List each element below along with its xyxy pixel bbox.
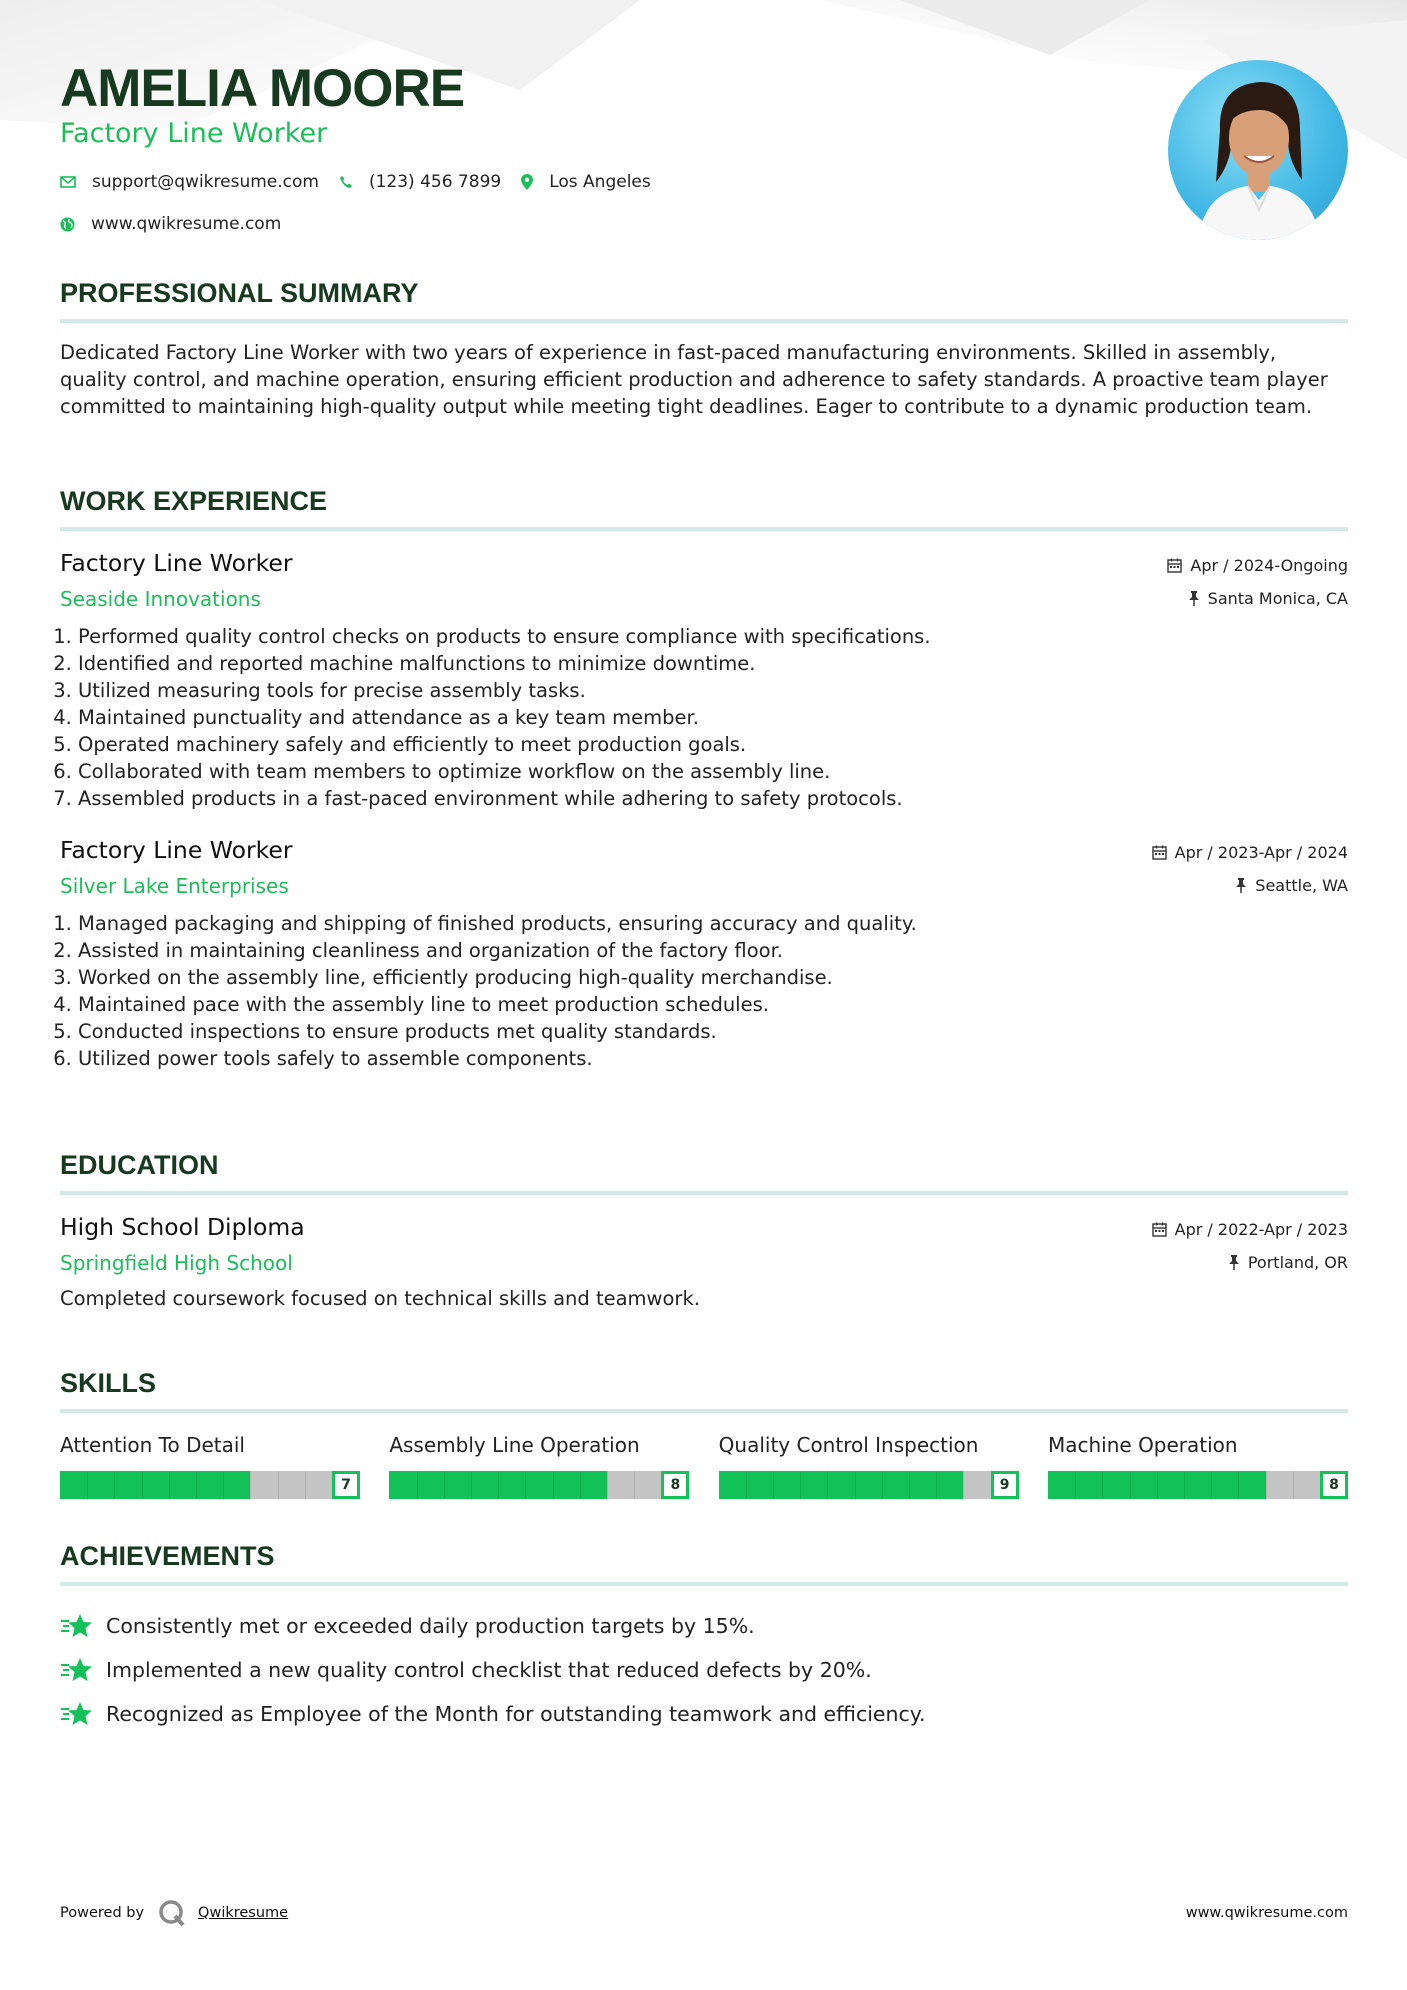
candidate-name: AMELIA MOORE bbox=[60, 59, 465, 118]
skill-segment-divider bbox=[634, 1471, 635, 1499]
section-heading: SKILLS bbox=[60, 1368, 1348, 1413]
phone-text: (123) 456 7899 bbox=[368, 172, 502, 192]
skill-segment-divider bbox=[607, 1471, 608, 1499]
skill-item bbox=[389, 1433, 689, 1499]
education-section bbox=[60, 1150, 1348, 1310]
job-bullets bbox=[60, 623, 1348, 812]
skill-level-bar bbox=[389, 1471, 689, 1499]
bullet-item: 6. Collaborated with team members to optimize workflow on the assembly line. bbox=[78, 758, 1348, 785]
bullet-item: 3. Worked on the assembly line, efficiently producing high-quality merchandise. bbox=[78, 964, 1348, 991]
section-heading: PROFESSIONAL SUMMARY bbox=[60, 278, 1348, 323]
skill-segment-divider bbox=[1130, 1471, 1131, 1499]
qwikresume-link[interactable]: Qwikresume bbox=[198, 1905, 289, 1921]
skill-level-badge: 8 bbox=[661, 1471, 689, 1499]
job-title: Factory Line Worker bbox=[60, 836, 293, 864]
job-entry bbox=[60, 836, 1348, 1072]
contact-phone[interactable] bbox=[339, 172, 501, 192]
education-meta bbox=[1152, 1219, 1348, 1272]
skill-segment-divider bbox=[553, 1471, 554, 1499]
education-entry bbox=[60, 1213, 1348, 1310]
skill-level-fill bbox=[719, 1471, 964, 1499]
qwikresume-logo-icon bbox=[158, 1899, 186, 1927]
skill-segment-divider bbox=[114, 1471, 115, 1499]
skill-segment-divider bbox=[773, 1471, 774, 1499]
education-location-text: Portland, OR bbox=[1247, 1252, 1348, 1272]
pushpin-icon bbox=[1235, 878, 1247, 893]
website-text: www.qwikresume.com bbox=[91, 214, 282, 234]
skill-segment-divider bbox=[196, 1471, 197, 1499]
bullet-item: 7. Assembled products in a fast-paced environment while adhering to safety protocols. bbox=[78, 785, 1348, 812]
contact-email[interactable] bbox=[60, 172, 319, 192]
achievement-text: Implemented a new quality control checklist that reduced defects by 20%. bbox=[106, 1658, 872, 1682]
page-footer bbox=[60, 1898, 1348, 1928]
pushpin-icon bbox=[1188, 591, 1200, 606]
job-meta bbox=[1152, 842, 1348, 895]
contact-row-website bbox=[60, 214, 301, 234]
job-meta bbox=[1167, 555, 1348, 608]
skill-segment-divider bbox=[87, 1471, 88, 1499]
skill-segment-divider bbox=[1184, 1471, 1185, 1499]
job-company: Seaside Innovations bbox=[60, 587, 261, 611]
achievement-text: Recognized as Employee of the Month for outstanding teamwork and efficiency. bbox=[106, 1702, 926, 1726]
skill-segment-divider bbox=[250, 1471, 251, 1499]
achievement-item bbox=[60, 1648, 1348, 1692]
footer-website[interactable]: www.qwikresume.com bbox=[1185, 1905, 1348, 1921]
section-heading: ACHIEVEMENTS bbox=[60, 1541, 1348, 1586]
skill-segment-divider bbox=[169, 1471, 170, 1499]
skill-segment-divider bbox=[1238, 1471, 1239, 1499]
email-text: support@qwikresume.com bbox=[92, 172, 319, 192]
pushpin-icon bbox=[1228, 1255, 1240, 1270]
location-text: Los Angeles bbox=[549, 172, 651, 192]
bullet-item: 1. Managed packaging and shipping of finished products, ensuring accuracy and quality. bbox=[78, 910, 1348, 937]
skill-segment-divider bbox=[444, 1471, 445, 1499]
job-entry bbox=[60, 549, 1348, 812]
job-dates bbox=[1167, 555, 1348, 575]
skills-section bbox=[60, 1368, 1348, 1499]
powered-by bbox=[60, 1898, 288, 1928]
job-location-text: Seattle, WA bbox=[1255, 875, 1348, 895]
skill-segment-divider bbox=[909, 1471, 910, 1499]
degree-title: High School Diploma bbox=[60, 1213, 305, 1241]
job-location bbox=[1167, 588, 1348, 608]
skill-item bbox=[719, 1433, 1019, 1499]
achievements-section bbox=[60, 1541, 1348, 1736]
summary-text: Dedicated Factory Line Worker with two years of experience in fast-paced manufacturing environments. Skilled in assembly, quality control, and machine operation, ensuring efficient production and adherence to safety standards. A proactive team player committed to maintaining high-quality output while meeting tight deadlines. Eager to contribute to a dynamic production team. bbox=[60, 341, 1328, 418]
skill-level-badge: 9 bbox=[991, 1471, 1019, 1499]
phone-icon bbox=[339, 175, 353, 189]
achievements-list bbox=[60, 1604, 1348, 1736]
bullet-item: 4. Maintained pace with the assembly line to meet production schedules. bbox=[78, 991, 1348, 1018]
job-location-text: Santa Monica, CA bbox=[1207, 588, 1348, 608]
bullet-item: 1. Performed quality control checks on products to ensure compliance with specifications. bbox=[78, 623, 1348, 650]
contact-website[interactable] bbox=[60, 214, 281, 234]
skill-segment-divider bbox=[746, 1471, 747, 1499]
contact-location bbox=[521, 172, 651, 192]
skill-segment-divider bbox=[1157, 1471, 1158, 1499]
skill-segment-divider bbox=[882, 1471, 883, 1499]
skill-level-badge: 8 bbox=[1320, 1471, 1348, 1499]
skill-segment-divider bbox=[1266, 1471, 1267, 1499]
calendar-icon bbox=[1167, 558, 1182, 573]
skills-grid bbox=[60, 1433, 1348, 1499]
education-location bbox=[1152, 1252, 1348, 1272]
globe-icon bbox=[60, 217, 75, 232]
skill-segment-divider bbox=[1211, 1471, 1212, 1499]
skill-name: Attention To Detail bbox=[60, 1433, 245, 1457]
skill-segment-divider bbox=[278, 1471, 279, 1499]
education-description: Completed coursework focused on technical skills and teamwork. bbox=[60, 1287, 700, 1310]
resume-header bbox=[60, 0, 1348, 260]
skill-item bbox=[60, 1433, 360, 1499]
skill-name: Machine Operation bbox=[1047, 1433, 1238, 1457]
education-dates bbox=[1152, 1219, 1348, 1239]
skill-segment-divider bbox=[827, 1471, 828, 1499]
skill-segment-divider bbox=[223, 1471, 224, 1499]
school-name: Springfield High School bbox=[60, 1251, 293, 1275]
skill-segment-divider bbox=[498, 1471, 499, 1499]
skill-name: Assembly Line Operation bbox=[389, 1433, 640, 1457]
bullet-item: 5. Operated machinery safely and efficiently to meet production goals. bbox=[78, 731, 1348, 758]
skill-segment-divider bbox=[417, 1471, 418, 1499]
skill-level-fill bbox=[60, 1471, 250, 1499]
skill-segment-divider bbox=[142, 1471, 143, 1499]
contact-row bbox=[60, 172, 671, 192]
skill-segment-divider bbox=[471, 1471, 472, 1499]
professional-summary-section bbox=[60, 278, 1348, 420]
profile-photo bbox=[1168, 60, 1348, 240]
job-bullets bbox=[60, 910, 1348, 1072]
job-dates-text: Apr / 2023-Apr / 2024 bbox=[1174, 842, 1348, 862]
star-achievement-icon bbox=[60, 1613, 92, 1639]
skill-item bbox=[1048, 1433, 1348, 1499]
section-heading: WORK EXPERIENCE bbox=[60, 486, 1348, 531]
calendar-icon bbox=[1152, 1222, 1167, 1237]
skill-segment-divider bbox=[936, 1471, 937, 1499]
education-dates-text: Apr / 2022-Apr / 2023 bbox=[1174, 1219, 1348, 1239]
skill-segment-divider bbox=[1102, 1471, 1103, 1499]
skill-level-badge: 7 bbox=[332, 1471, 360, 1499]
bullet-item: 5. Conducted inspections to ensure products met quality standards. bbox=[78, 1018, 1348, 1045]
candidate-role: Factory Line Worker bbox=[60, 118, 328, 149]
achievement-text: Consistently met or exceeded daily production targets by 15%. bbox=[106, 1614, 755, 1638]
star-achievement-icon bbox=[60, 1701, 92, 1727]
job-title: Factory Line Worker bbox=[60, 549, 293, 577]
map-pin-icon bbox=[521, 174, 533, 190]
job-company: Silver Lake Enterprises bbox=[60, 874, 289, 898]
skill-segment-divider bbox=[525, 1471, 526, 1499]
skill-segment-divider bbox=[800, 1471, 801, 1499]
bullet-item: 6. Utilized power tools safely to assemble components. bbox=[78, 1045, 1348, 1072]
skill-segment-divider bbox=[305, 1471, 306, 1499]
skill-level-bar bbox=[1048, 1471, 1348, 1499]
skill-segment-divider bbox=[963, 1471, 964, 1499]
resume-page bbox=[60, 0, 1348, 1921]
job-dates-text: Apr / 2024-Ongoing bbox=[1190, 555, 1348, 575]
skill-segment-divider bbox=[1075, 1471, 1076, 1499]
achievement-item bbox=[60, 1604, 1348, 1648]
envelope-icon bbox=[60, 176, 76, 188]
bullet-item: 4. Maintained punctuality and attendance as a key team member. bbox=[78, 704, 1348, 731]
star-achievement-icon bbox=[60, 1657, 92, 1683]
section-heading: EDUCATION bbox=[60, 1150, 1348, 1195]
powered-by-label: Powered by bbox=[60, 1905, 145, 1921]
skill-level-bar bbox=[60, 1471, 360, 1499]
skill-segment-divider bbox=[580, 1471, 581, 1499]
job-location bbox=[1152, 875, 1348, 895]
bullet-item: 2. Identified and reported machine malfunctions to minimize downtime. bbox=[78, 650, 1348, 677]
skill-name: Quality Control Inspection bbox=[718, 1433, 979, 1457]
work-experience-section bbox=[60, 486, 1348, 1072]
skill-level-bar bbox=[719, 1471, 1019, 1499]
achievement-item bbox=[60, 1692, 1348, 1736]
bullet-item: 2. Assisted in maintaining cleanliness and organization of the factory floor. bbox=[78, 937, 1348, 964]
skill-segment-divider bbox=[855, 1471, 856, 1499]
job-dates bbox=[1152, 842, 1348, 862]
calendar-icon bbox=[1152, 845, 1167, 860]
skill-segment-divider bbox=[1293, 1471, 1294, 1499]
bullet-item: 3. Utilized measuring tools for precise assembly tasks. bbox=[78, 677, 1348, 704]
